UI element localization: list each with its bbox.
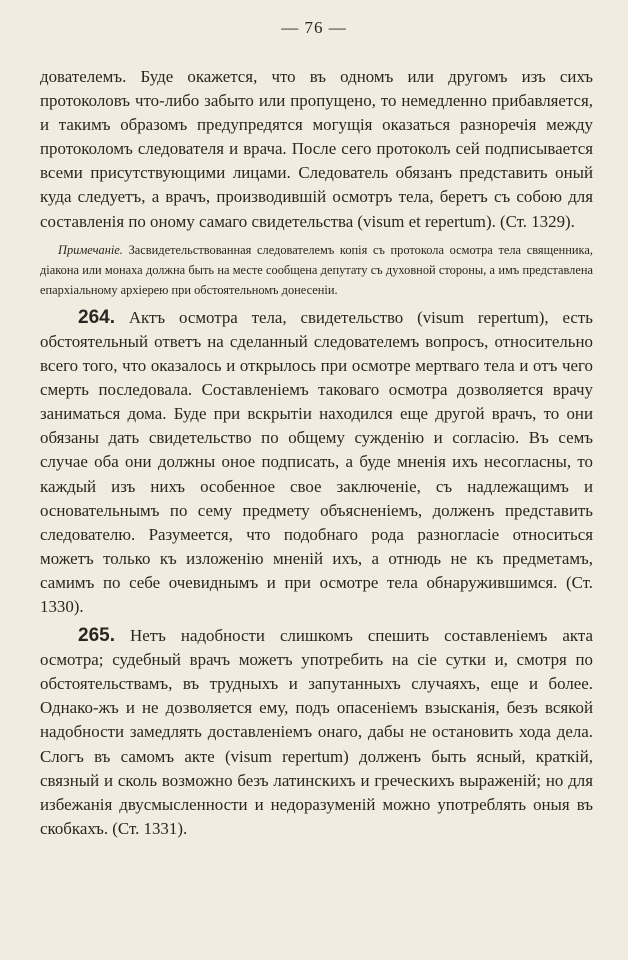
paragraph-continuation: дователемъ. Буде окажется, что въ одномъ или другомъ изъ сихъ протоколовъ что-либо забыто или пропущено, то немедленно прибавляется, и такимъ образомъ предупредятся могущія оказаться разноречія между протоколомъ следователя и врача. После сего протоколъ сей подписывается всеми присутствующими лицами. Следователь обязанъ представить оный куда следуетъ, а врачъ, производившій осмотръ тела, беретъ съ собою для составленія по оному самаго свидетельства (visum et repertum). (Ст. 1329). (40, 67, 593, 231)
article-265 (40, 624, 593, 841)
article-264 (40, 306, 593, 619)
article-264-number: 264. (78, 306, 115, 328)
footnote (40, 240, 593, 301)
note-label: Примечаніе. (58, 242, 123, 257)
note-text: Засвидетельствованная следователемъ копія съ протокола осмотра тела священника, діакона или монаха должна быть на месте сообщена депутату съ духовной стороны, а имъ представлена епархіальному архіерею при обстоятельномъ донесеніи. (40, 242, 593, 298)
body-text (40, 65, 593, 841)
page-number: — 76 — (281, 18, 347, 37)
article-264-text: Актъ осмотра тела, свидетельство (visum repertum), есть обстоятельный ответъ на сделанный следователемъ вопросъ, относительно всего того, что оказалось и открылось при осмотре мертваго тела и отъ чего смерть последовала. Составленіемъ таковаго осмотра дозволяется врачу заниматься дома. Буде при вскрытіи находился еще другой врачъ, то они обязаны дать свидетельство по общему сужденію и согласію. Въ семъ случае оба они должны оное подписать, а буде мненія ихъ несогласны, то каждый изъ нихъ особенное свое заключеніе, съ надлежащимъ и основательнымъ по сему предмету объясненіемъ, долженъ представить следователю. Разумеется, что подобнаго рода разногласіе относиться можетъ только къ изложенію мненій ихъ, а отнюдь не къ предметамъ, самимъ по себе очевиднымъ и при осмотре тела обнаружившимся. (Ст. 1330). (40, 307, 593, 616)
article-265-number: 265. (78, 625, 115, 647)
article-265-text: Нетъ надобности слишкомъ спешить составленіемъ акта осмотра; судебный врачъ можетъ употребить на сіе сутки и, смотря по обстоятельствамъ, въ трудныхъ и запутанныхъ случаяхъ, еще и более. Однако-жъ и не дозволяется ему, подъ опасеніемъ взысканія, безъ всякой надобности замедлять доставленіемъ онаго, дабы не остановить хода дела. Слогъ въ самомъ акте (visum repertum) долженъ быть ясный, краткій, связный и сколь возможно безъ латинскихъ и греческихъ выраженій; но для избежанія двусмысленности и недоразуменій можно употреблять оныя въ скобкахъ. (Ст. 1331). (40, 626, 593, 838)
